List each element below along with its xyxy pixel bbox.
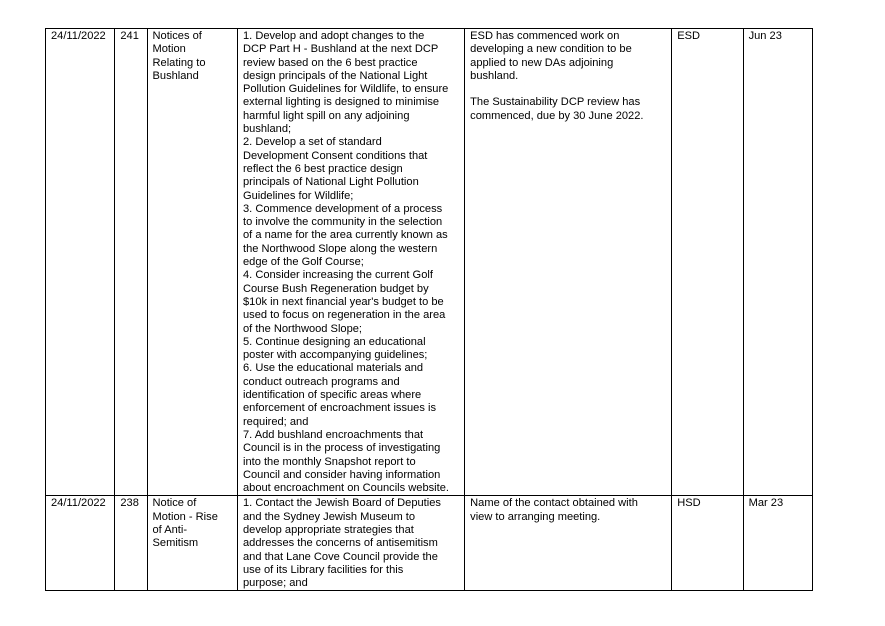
text-line: Pollution Guidelines for Wildlife, to ensure bbox=[242, 83, 449, 96]
action-paragraph-1 bbox=[470, 497, 666, 524]
meeting-date-cell bbox=[46, 29, 115, 496]
text-line: required; and bbox=[242, 415, 309, 428]
resolution-lines bbox=[243, 497, 459, 590]
text-line: Guidelines for Wildlife; bbox=[242, 189, 354, 202]
text-line: use of its Library facilities for this bbox=[242, 563, 404, 576]
text-line: 5. Continue designing an educational bbox=[242, 335, 426, 348]
item-number-cell bbox=[115, 496, 147, 591]
text-line: of Anti- bbox=[152, 523, 188, 536]
resolution-lines bbox=[243, 30, 459, 495]
table-row bbox=[46, 29, 813, 496]
text-line: ESD has commenced work on bbox=[470, 30, 620, 42]
text-line: of a name for the area currently known as bbox=[242, 229, 448, 242]
action-paragraph-1 bbox=[470, 30, 666, 83]
text-line: enforcement of encroachment issues is bbox=[242, 402, 436, 415]
text-line: 4. Consider increasing the current Golf bbox=[242, 269, 433, 282]
text-line: external lighting is designed to minimise bbox=[242, 96, 440, 109]
text-line: identification of specific areas where bbox=[242, 389, 422, 402]
text-line: Motion - Rise bbox=[152, 510, 218, 523]
text-line: bushland; bbox=[242, 123, 292, 136]
text-line: 6. Use the educational materials and bbox=[242, 362, 424, 375]
item-number: 238 bbox=[120, 497, 139, 510]
text-line: about encroachment on Councils website. bbox=[242, 482, 449, 495]
text-line: the Northwood Slope along the western bbox=[242, 242, 438, 255]
text-line: addresses the concerns of antisemitism bbox=[242, 537, 438, 550]
text-line: Bushland bbox=[152, 69, 199, 82]
text-line: develop appropriate strategies that bbox=[242, 523, 414, 536]
text-line: Notice of bbox=[152, 497, 197, 510]
meeting-date-cell bbox=[46, 496, 115, 591]
table-row bbox=[46, 496, 813, 591]
action-cell bbox=[465, 496, 672, 591]
subject-lines bbox=[153, 497, 232, 550]
text-line: harmful light spill on any adjoining bbox=[242, 109, 410, 122]
division-cell bbox=[672, 496, 743, 591]
text-line: conduct outreach programs and bbox=[242, 375, 400, 388]
text-line: to involve the community in the selection bbox=[242, 216, 443, 229]
subject-cell bbox=[147, 496, 237, 591]
division: ESD bbox=[677, 30, 701, 42]
text-line: Notices of bbox=[152, 30, 202, 42]
item-number-cell bbox=[115, 29, 147, 496]
subject-cell bbox=[147, 29, 237, 496]
text-line: 1. Develop and adopt changes to the bbox=[242, 30, 425, 42]
text-line: Course Bush Regeneration budget by bbox=[242, 282, 429, 295]
text-line: view to arranging meeting. bbox=[470, 510, 601, 523]
text-line: review based on the 6 best practice bbox=[242, 56, 418, 69]
resolution-cell bbox=[237, 29, 464, 496]
text-line: Council and consider having information bbox=[242, 468, 441, 481]
resolution-cell bbox=[237, 496, 464, 591]
text-line: 1. Contact the Jewish Board of Deputies bbox=[242, 497, 441, 510]
text-line: 2. Develop a set of standard bbox=[242, 136, 382, 149]
division: HSD bbox=[677, 497, 701, 510]
text-line: design principals of the National Light bbox=[242, 69, 428, 82]
text-line: DCP Part H - Bushland at the next DCP bbox=[242, 43, 439, 56]
text-line: bushland. bbox=[470, 69, 519, 82]
text-line: into the monthly Snapshot report to bbox=[242, 455, 416, 468]
text-line: poster with accompanying guidelines; bbox=[242, 349, 428, 362]
subject-lines bbox=[153, 30, 232, 83]
text-line: $10k in next financial year's budget to be bbox=[242, 295, 444, 308]
item-number: 241 bbox=[120, 30, 139, 42]
text-line: Semitism bbox=[152, 537, 199, 550]
text-line: edge of the Golf Course; bbox=[242, 256, 364, 269]
text-line: and the Sydney Jewish Museum to bbox=[242, 510, 416, 523]
meeting-date: 24/11/2022 bbox=[51, 30, 106, 42]
text-line: Development Consent conditions that bbox=[242, 149, 428, 162]
text-line: of the Northwood Slope; bbox=[242, 322, 363, 335]
meeting-date: 24/11/2022 bbox=[51, 497, 106, 510]
text-line: principals of National Light Pollution bbox=[242, 176, 419, 189]
text-line: applied to new DAs adjoining bbox=[470, 56, 614, 69]
due-cell bbox=[743, 29, 812, 496]
text-line: 7. Add bushland encroachments that bbox=[242, 428, 424, 441]
due-date: Jun 23 bbox=[748, 30, 782, 42]
text-line: used to focus on regeneration in the area bbox=[242, 309, 446, 322]
text-line: purpose; and bbox=[242, 577, 308, 590]
text-line: The Sustainability DCP review has bbox=[470, 96, 641, 109]
text-line: Relating to bbox=[152, 56, 206, 69]
due-cell bbox=[743, 496, 812, 591]
text-line: Name of the contact obtained with bbox=[470, 497, 638, 510]
due-date: Mar 23 bbox=[748, 497, 784, 510]
division-cell bbox=[672, 29, 743, 496]
action-cell bbox=[465, 29, 672, 496]
text-line: commenced, due by 30 June 2022. bbox=[470, 109, 644, 122]
text-line: developing a new condition to be bbox=[470, 43, 632, 56]
text-line: Motion bbox=[152, 43, 186, 56]
paragraph-spacer bbox=[470, 83, 666, 96]
text-line: Council is in the process of investigating bbox=[242, 442, 441, 455]
text-line: 3. Commence development of a process bbox=[242, 202, 443, 215]
text-line: reflect the 6 best practice design bbox=[242, 162, 403, 175]
resolutions-table bbox=[45, 28, 813, 591]
action-paragraph-2 bbox=[470, 96, 666, 123]
text-line: and that Lane Cove Council provide the bbox=[242, 550, 438, 563]
